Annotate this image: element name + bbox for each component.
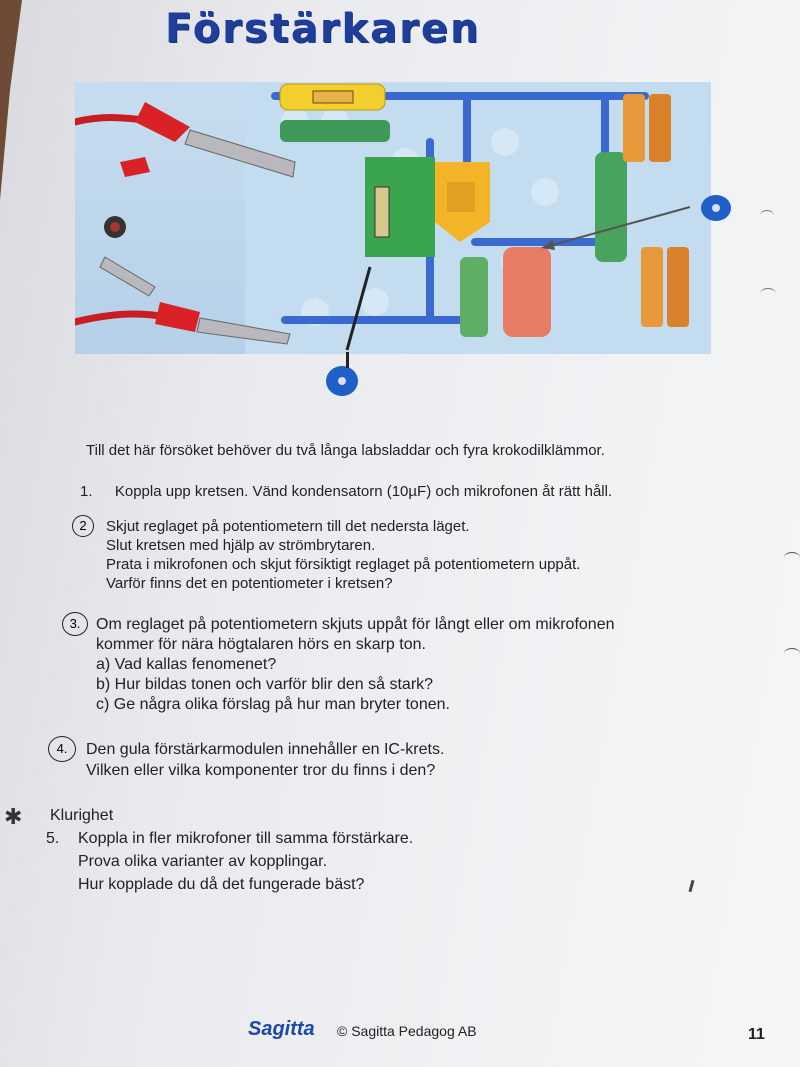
question-3-line: kommer för nära högtalaren hörs en skarp ton.	[96, 636, 426, 653]
question-1-number: 1.	[80, 483, 93, 500]
page-number: 11	[748, 1026, 765, 1043]
question-2-line: Varför finns det en potentiometer i kretsen?	[106, 575, 393, 592]
handwritten-star-mark: ✱	[4, 804, 23, 829]
question-3-number: 3.	[69, 616, 81, 631]
question-3-line: b) Hur bildas tonen och varför blir den så stark?	[96, 676, 434, 693]
question-5-line: Prova olika varianter av kopplingar.	[78, 853, 328, 870]
circuit-photo	[75, 82, 711, 354]
question-5	[78, 827, 413, 896]
callout-arrow-line	[346, 352, 349, 368]
question-1	[80, 482, 612, 501]
challenge-heading: Klurighet	[50, 807, 114, 824]
question-4-line: Vilken eller vilka komponenter tror du finns i den?	[86, 762, 436, 779]
question-2-circle	[72, 515, 94, 537]
question-4-number: 4.	[56, 741, 68, 756]
page-title: Förstärkaren	[165, 6, 481, 52]
question-2-line: Prata i mikrofonen och skjut försiktigt reglaget på potentiometern uppåt.	[106, 556, 581, 573]
callout-dot-right-icon	[701, 195, 731, 221]
question-3-circle	[62, 612, 88, 636]
question-2-line: Slut kretsen med hjälp av strömbrytaren.	[106, 537, 376, 554]
question-4-circle	[48, 736, 76, 762]
copyright-text: © Sagitta Pedagog AB	[337, 1023, 477, 1039]
sagitta-logo: Sagitta	[248, 1018, 315, 1040]
margin-mark	[784, 552, 800, 563]
question-1-text: Koppla upp kretsen. Vänd kondensatorn (10µF) och mikrofonen åt rätt håll.	[114, 483, 613, 500]
question-2-number: 2	[79, 518, 87, 533]
margin-mark	[784, 648, 800, 659]
question-4-line: Den gula förstärkarmodulen innehåller en IC-krets.	[86, 741, 445, 758]
question-3-line: a) Vad kallas fenomenet?	[96, 656, 277, 673]
intro-text: Till det här försöket behöver du två långa labsladdar och fyra krokodilklämmor.	[86, 442, 605, 459]
margin-mark	[760, 288, 776, 299]
question-5-line: Koppla in fler mikrofoner till samma förstärkare.	[78, 830, 414, 847]
question-4	[86, 739, 444, 781]
question-3	[96, 615, 615, 715]
callout-dot-bottom-icon	[326, 366, 358, 396]
question-5-line: Hur kopplade du då det fungerade bäst?	[78, 876, 365, 893]
question-3-line: c) Ge några olika förslag på hur man bryter tonen.	[96, 696, 450, 713]
question-2	[106, 517, 580, 593]
question-2-line: Skjut reglaget på potentiometern till det nedersta läget.	[106, 518, 470, 535]
question-3-line: Om reglaget på potentiometern skjuts uppåt för långt eller om mikrofonen	[96, 616, 615, 633]
question-5-number: 5.	[46, 830, 60, 847]
margin-mark	[760, 210, 774, 221]
